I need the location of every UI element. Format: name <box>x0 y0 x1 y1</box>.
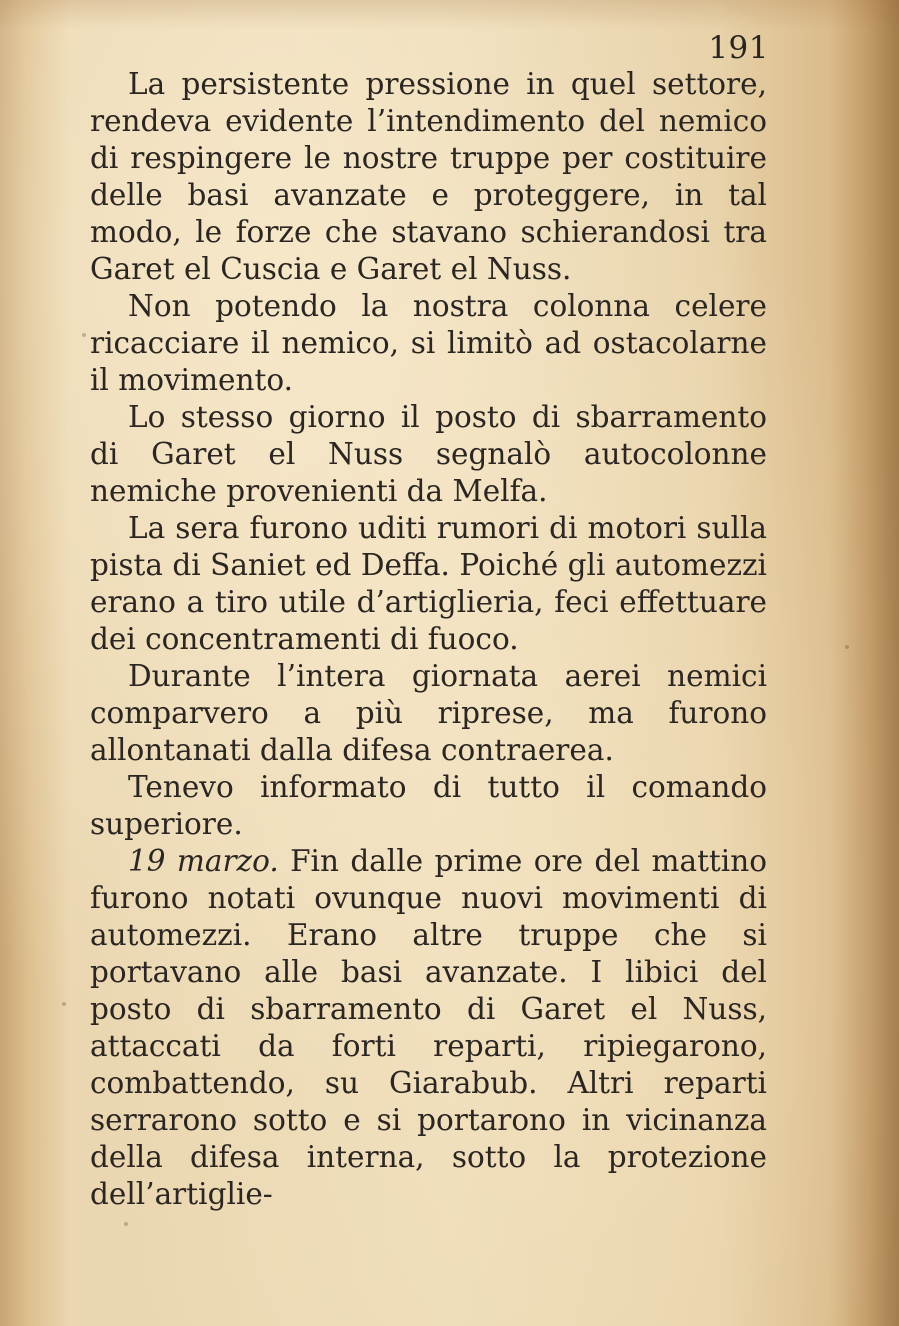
paragraph: Durante l’intera giornata aerei nemici comparvero a più riprese, ma furono allontanati dalla difesa contraerea. <box>90 659 767 767</box>
entry-date: 19 marzo. <box>128 844 279 878</box>
paper-speck <box>62 1002 66 1006</box>
paragraph-dated <box>90 843 767 1213</box>
paragraph: Non potendo la nostra colonna celere ricacciare il nemico, si limitò ad ostacolarne il movimento. <box>90 289 767 397</box>
paragraph: La sera furono uditi rumori di motori sulla pista di Saniet ed Deffa. Poiché gli automezzi erano a tiro utile d’artiglieria, feci effettuare dei concentramenti di fuoco. <box>90 511 767 656</box>
paper-speck <box>124 1222 128 1226</box>
paragraph: Tenevo informato di tutto il comando superiore. <box>90 770 767 841</box>
paper-speck <box>845 645 849 649</box>
paragraph: La persistente pressione in quel settore, rendeva evidente l’intendimento del nemico di respingere le nostre truppe per costituire delle basi avanzate e proteggere, in tal modo, le forze che stavano schierandosi tra Garet el Cuscia e Garet el Nuss. <box>90 67 767 286</box>
paper-speck <box>82 333 86 337</box>
paragraph-text: Fin dalle prime ore del mattino furono notati ovunque nuovi movimenti di automezzi. Erano altre truppe che si portavano alle basi avanzate. I libici del posto di sbarramento di Garet el Nuss, attaccati da forti reparti, ripiegarono, combattendo, su Giarabub. Altri reparti serrarono sotto e si portarono in vicinanza della difesa interna, sotto la protezione dell’artiglie- <box>90 844 767 1211</box>
paragraph: Lo stesso giorno il posto di sbarramento di Garet el Nuss segnalò autocolonne nemiche provenienti da Melfa. <box>90 400 767 508</box>
page-top-shade <box>0 0 899 30</box>
page-edge-shadow <box>829 0 899 1326</box>
body-text <box>90 66 767 1213</box>
page-number: 191 <box>708 30 769 66</box>
